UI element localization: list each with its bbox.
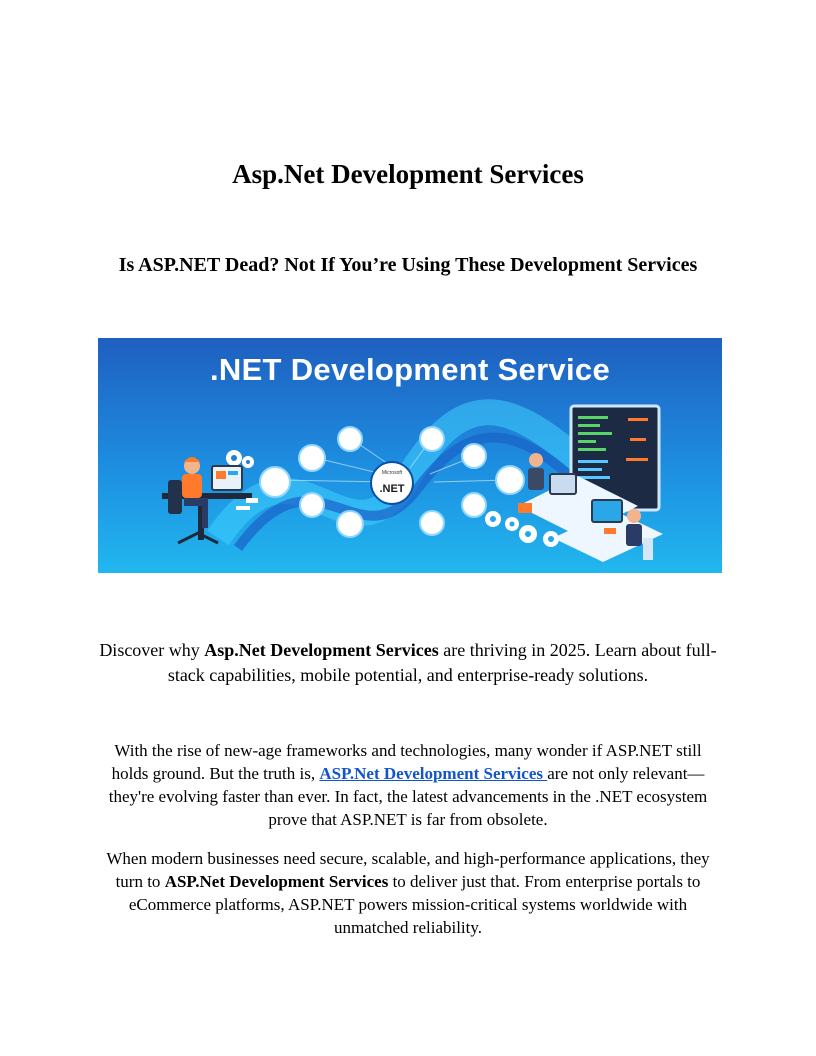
intro-paragraph [96,638,720,687]
page-title: Asp.Net Development Services [232,159,584,189]
intro-text-after: are thriving in 2025. Learn about full-stack capabilities, mobile potential, and enterprise-ready solutions. [167,640,717,685]
paragraph2-text-after: to deliver just that. From enterprise portals to eCommerce platforms, ASP.NET powers mission-critical systems worldwide with unmatched reliability. [128,872,701,937]
sql-server-icon [462,444,486,468]
paragraph1-text-after: are not only relevant—they're evolving faster than ever. In fact, the latest advancements in the .NET ecosystem prove that ASP.NET is far from obsolete. [108,764,708,829]
paragraph1-text-before: With the rise of new-age frameworks and technologies, many wonder if ASP.NET still holds ground. But the truth is, [111,741,702,783]
xamarin-icon [462,493,486,517]
wcf-icon [299,445,325,471]
web-api-icon [496,466,524,494]
core-icon [300,493,324,517]
logo-main-text: .NET [379,483,405,495]
cloud-icon [338,427,362,451]
body-paragraph-2 [96,847,720,939]
dotnet-banner-image [98,338,722,573]
asp-net-development-services-link[interactable]: ASP.Net Development Services [319,764,548,783]
body-paragraph-1 [96,739,720,831]
microsoft-net-logo [371,462,413,504]
page-subtitle: Is ASP.NET Dead? Not If You’re Using These Development Services [118,254,698,276]
wpf-icon [337,511,363,537]
mvc-icon [420,427,444,451]
intro-text-before: Discover why [99,640,205,660]
banner-heading: .NET Development Service [209,352,610,387]
logo-top-text: Microsoft [381,470,403,476]
intro-bold-keyword: Asp.Net Development Services [204,640,439,660]
paragraph2-text-before: When modern businesses need secure, scalable, and high-performance applications, they turn to [106,849,710,891]
paragraph2-bold-keyword: ASP.Net Development Services [164,872,389,891]
mulesoft-icon [260,467,290,497]
azure-icon [420,511,444,535]
